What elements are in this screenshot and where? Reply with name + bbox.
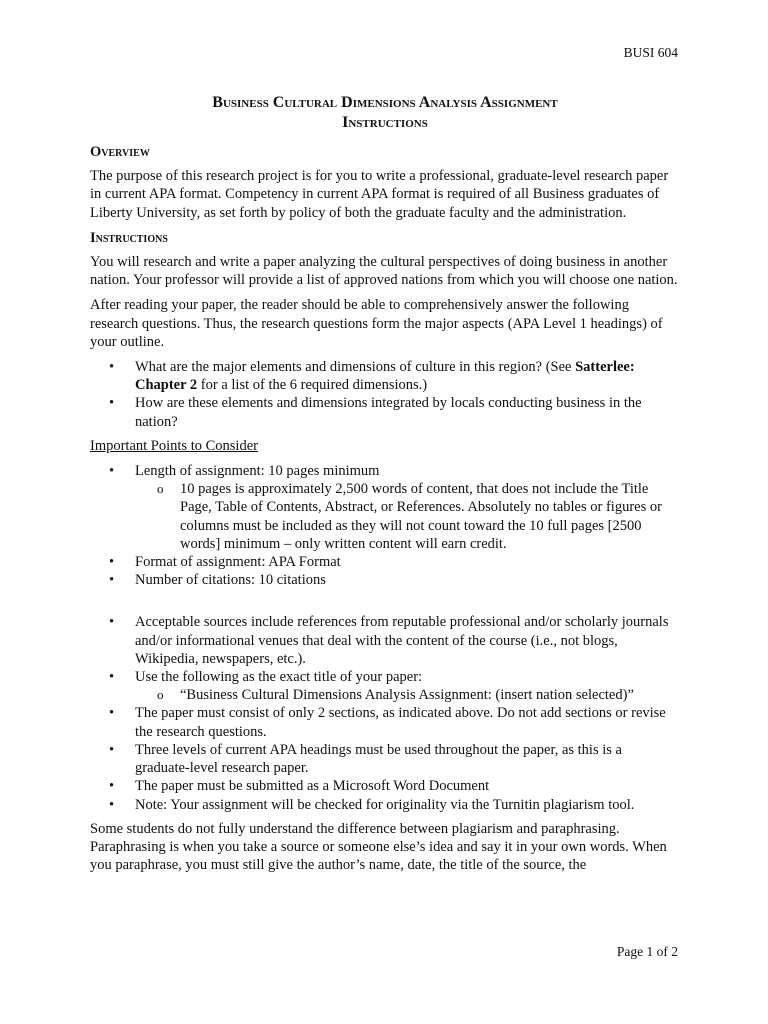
instructions-heading: Instructions <box>90 229 168 246</box>
title-line-2: Instructions <box>342 114 428 131</box>
citations-requirement: • Number of citations: 10 citations <box>135 571 680 589</box>
headings-requirement: • Three levels of current APA headings must be used throughout the paper, as this is a graduate-level research paper. <box>135 741 680 777</box>
instructions-paragraph-1: You will research and write a paper analyzing the cultural perspectives of doing business in another nation. Your professor will provide a list of approved nations from which you will choose one nation. <box>90 254 678 289</box>
word-document-requirement: • The paper must be submitted as a Microsoft Word Document <box>135 777 680 795</box>
list-item <box>135 462 680 553</box>
overview-heading: Overview <box>90 144 150 160</box>
research-question-2: • How are these elements and dimensions integrated by locals conducting business in the nation? <box>135 394 680 430</box>
page-number: Page 1 of 2 <box>616 944 678 959</box>
important-points-heading: Important Points to Consider <box>90 437 258 454</box>
research-question-1 <box>135 358 680 394</box>
research-question-1-tail: for a list of the 6 required dimensions.) <box>197 377 428 394</box>
length-sublist <box>135 480 680 553</box>
length-requirement: Length of assignment: 10 pages minimum <box>135 463 380 480</box>
overview-paragraph: The purpose of this research project is for you to write a professional, graduate-level research paper in current APA format. Competency in current APA format is required of all Business graduates of Liberty University, as set forth by policy of both the graduate faculty and the administration. <box>90 168 669 221</box>
research-questions-list <box>90 358 680 431</box>
closing-paragraph: Some students do not fully understand the difference between plagiarism and paraphrasing. Paraphrasing is when you take a source or someone else’s idea and say it in your own words. When you paraphrase, you must still give the author’s name, date, the title of the source, the <box>90 820 667 874</box>
sections-requirement: • The paper must consist of only 2 sections, as indicated above. Do not add sections or revise the research questions. <box>135 704 680 740</box>
satterlee-reference: Satterlee: Chapter 2 <box>135 359 635 394</box>
list-item <box>135 668 680 704</box>
document-body <box>90 93 680 881</box>
research-question-1-text: What are the major elements and dimensions of culture in this region? (See <box>135 359 576 376</box>
exact-title: o “Business Cultural Dimensions Analysis Assignment: (insert nation selected)” <box>180 686 680 704</box>
title-instruction: Use the following as the exact title of your paper: <box>135 669 423 686</box>
important-points-list <box>90 462 680 589</box>
course-code: BUSI 604 <box>623 45 678 60</box>
instructions-paragraph-2: After reading your paper, the reader should be able to comprehensively answer the following research questions. Thus, the research questions form the major aspects (APA Level 1 headings) of your outline. <box>90 297 663 350</box>
format-requirement: • Format of assignment: APA Format <box>135 553 680 571</box>
additional-points-list <box>90 613 680 813</box>
title-line-1: Business Cultural Dimensions Analysis Assignment <box>212 94 558 111</box>
spacer <box>90 595 680 613</box>
title-sublist <box>135 686 680 704</box>
turnitin-note: • Note: Your assignment will be checked for originality via the Turnitin plagiarism tool. <box>135 796 680 814</box>
sources-requirement: • Acceptable sources include references from reputable professional and/or scholarly journals and/or informational venues that deal with the content of the course (i.e., not blogs, Wikipedia, newspapers, etc.). <box>135 613 680 668</box>
length-detail: o 10 pages is approximately 2,500 words of content, that does not include the Title Page, Table of Contents, Abstract, or References. Absolutely no tables or figures or columns must be included as they will not count toward the 10 full pages [2500 words] minimum – only written content will earn credit. <box>180 480 680 553</box>
document-title <box>90 93 680 133</box>
